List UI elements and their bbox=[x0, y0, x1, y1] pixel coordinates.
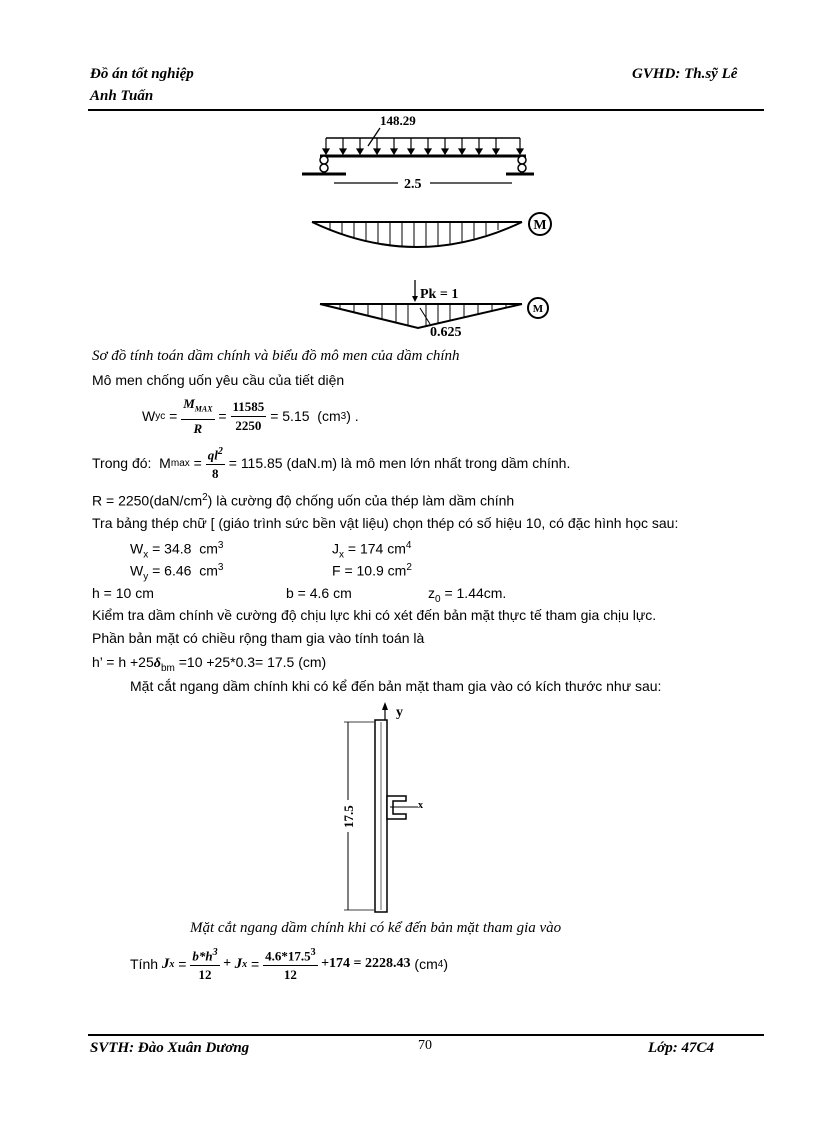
width-text: Phần bản mặt có chiều rộng tham gia vào tính toán là bbox=[92, 630, 425, 646]
section-intro-text: Mặt cắt ngang dầm chính khi có kể đến bản mặt tham gia vào có kích thước như sau: bbox=[130, 678, 662, 694]
influence-leader bbox=[420, 308, 430, 324]
jx-fraction-1: $\frac{b*h^3}{12}$ bbox=[192, 947, 218, 983]
prop-f: F = 10.9 $cm^2$ bbox=[332, 562, 412, 579]
mmax-equation bbox=[92, 444, 570, 482]
mmax-fraction bbox=[206, 444, 225, 482]
wyc-fraction-2 bbox=[231, 399, 267, 434]
jx-fraction-2: $\frac{4.6*17.5^3}{12}$ bbox=[265, 947, 316, 983]
moment-hatching bbox=[330, 222, 498, 247]
jx-equation: Tính J x = $\frac{b*h^3}{12}$ + J x = $\frac{4.6*17.5^3}{12}$ +174 = 2228.43 (cm 4 ) bbox=[130, 947, 448, 983]
wyc-num2: 11585 bbox=[231, 399, 267, 417]
dim-label: 17.5 bbox=[341, 805, 356, 828]
load-label-leader bbox=[368, 128, 380, 146]
r-strength-text: $R = 2250(daN/cm^2)$ là cường độ chống uốn của thép làm dầm chính bbox=[92, 492, 515, 509]
wyc-den1: R bbox=[193, 420, 203, 436]
influence-value-label: 0.625 bbox=[430, 325, 462, 337]
header-rule bbox=[88, 109, 764, 111]
cross-section-diagram bbox=[330, 700, 440, 915]
span-label: 2.5 bbox=[404, 177, 422, 192]
check-text: Kiểm tra dầm chính về cường độ chịu lực khi có xét đến bản mặt thực tế tham gia chịu lực. bbox=[92, 607, 657, 623]
prop-h: h = 10 cm bbox=[92, 585, 154, 601]
wyc-lhs-sub: yc bbox=[155, 410, 166, 422]
prop-jx: $J_x = 174$ $cm^4$ bbox=[332, 540, 412, 561]
left-support bbox=[302, 156, 346, 174]
influence-symbol-label: M bbox=[532, 303, 544, 315]
header-project-title: Đồ án tốt nghiệp bbox=[90, 66, 194, 82]
wyc-fraction-1 bbox=[181, 396, 214, 437]
mmax-prefix: Trong đó: M bbox=[92, 455, 171, 472]
moment-curve bbox=[312, 222, 522, 247]
beam-diagram bbox=[290, 112, 570, 337]
right-support bbox=[506, 156, 534, 174]
wyc-num1-sub: MAX bbox=[194, 404, 213, 414]
pk-label: Pk = 1 bbox=[420, 287, 459, 302]
footer-student: SVTH: Đào Xuân Dương bbox=[90, 1040, 250, 1056]
mmax-num-sup: 2 bbox=[217, 446, 223, 457]
mmax-eq: = bbox=[189, 455, 206, 472]
prop-wy: $W_y = 6.46$ $cm^3$ bbox=[130, 562, 224, 583]
table-selection-text: Tra bảng thép chữ [ (giáo trình sức bền vật liệu) chọn thép có số hiệu 10, có đặc hình học sau: bbox=[92, 515, 679, 531]
header-supervisor: GVHD: Th.sỹ Lê bbox=[632, 66, 738, 82]
mmax-num: ql bbox=[207, 447, 218, 463]
mmax-prefix-sub: max bbox=[170, 457, 190, 469]
pk-arrow-head bbox=[412, 296, 418, 302]
mmax-den: 8 bbox=[212, 466, 219, 482]
mmax-result: = 115.85 (daN.m) là mô men lớn nhất trong dầm chính. bbox=[224, 455, 571, 472]
section-caption: Mặt cắt ngang dầm chính khi có kể đến bản mặt tham gia vào bbox=[190, 920, 562, 936]
wyc-num1: M bbox=[183, 396, 195, 411]
load-arrows bbox=[323, 138, 523, 154]
wyc-lhs: W bbox=[142, 408, 156, 425]
prop-b: b = 4.6 cm bbox=[286, 585, 352, 601]
load-value-label: 148.29 bbox=[380, 113, 416, 128]
wyc-equation: W yc = $\frac{M_{MAX}}{R}$ = $\frac{11585}{2250}$ = 5.15 (cm 3 ) . bbox=[142, 396, 359, 436]
wyc-result: = 5.15 (cm bbox=[266, 408, 341, 425]
footer-rule bbox=[88, 1034, 764, 1036]
footer-class: Lớp: 47C4 bbox=[648, 1040, 714, 1056]
wyc-result-end: ) . bbox=[346, 408, 359, 425]
header-author-name: Anh Tuấn bbox=[90, 88, 154, 104]
wyc-eq: = bbox=[165, 408, 182, 425]
h-prime-equation: h’ = $h +25\delta_{bm} =10 +25*0.3= 17.5$ (cm) bbox=[92, 654, 327, 674]
wyc-result-sup: 3 bbox=[340, 410, 347, 422]
diagram-caption: Sơ đồ tính toán dầm chính và biểu đồ mô men của dầm chính bbox=[92, 348, 460, 364]
moment-requirement-text: Mô men chống uốn yêu cầu của tiết diện bbox=[92, 372, 345, 388]
x-axis-label: x bbox=[418, 800, 423, 811]
moment-symbol-label: M bbox=[533, 218, 547, 233]
wyc-den2: 2250 bbox=[235, 417, 262, 433]
page-number: 70 bbox=[418, 1038, 432, 1053]
y-axis-label: y bbox=[396, 705, 403, 720]
prop-z0: $z_0 = 1.44cm$. bbox=[428, 585, 507, 605]
y-axis-arrow bbox=[382, 702, 388, 710]
prop-wx: $W_x = 34.8$ $cm^3$ bbox=[130, 540, 224, 561]
